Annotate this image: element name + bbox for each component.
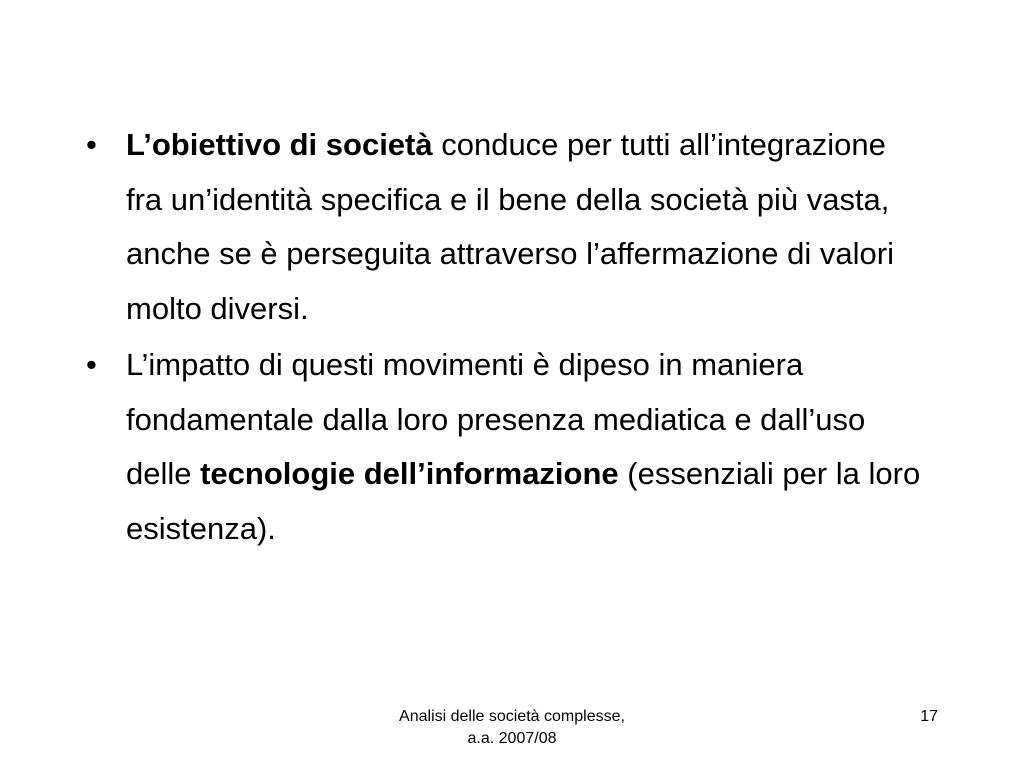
bullet-text: conduce per tutti all’integrazione fra un’identità specifica e il bene della società più vasta, anche se è perseguita attraverso l’affermazione di valori molto diversi. — [126, 127, 894, 326]
bullet-dot-icon: • — [86, 127, 97, 162]
bullet-list — [86, 118, 926, 558]
bullet-text-tail: (essenziali per la loro esistenza). — [126, 456, 921, 546]
footer-course-info — [312, 706, 712, 750]
footer-course-title: Analisi delle società complesse, — [399, 708, 625, 725]
page-number: 17 — [920, 708, 938, 725]
bullet-item-objective — [86, 118, 926, 336]
bullet-bold-term: tecnologie dell’informazione — [200, 456, 619, 491]
bullet-text: L’impatto di questi movimenti è dipeso in maniera fondamentale dalla loro presenza mediatica e dall’uso delle — [126, 347, 866, 491]
footer-academic-year: a.a. 2007/08 — [467, 730, 557, 747]
bullet-item-impact — [86, 338, 926, 556]
bullet-dot-icon: • — [86, 347, 97, 382]
bullet-bold-lead: L’obiettivo di società — [126, 127, 433, 162]
